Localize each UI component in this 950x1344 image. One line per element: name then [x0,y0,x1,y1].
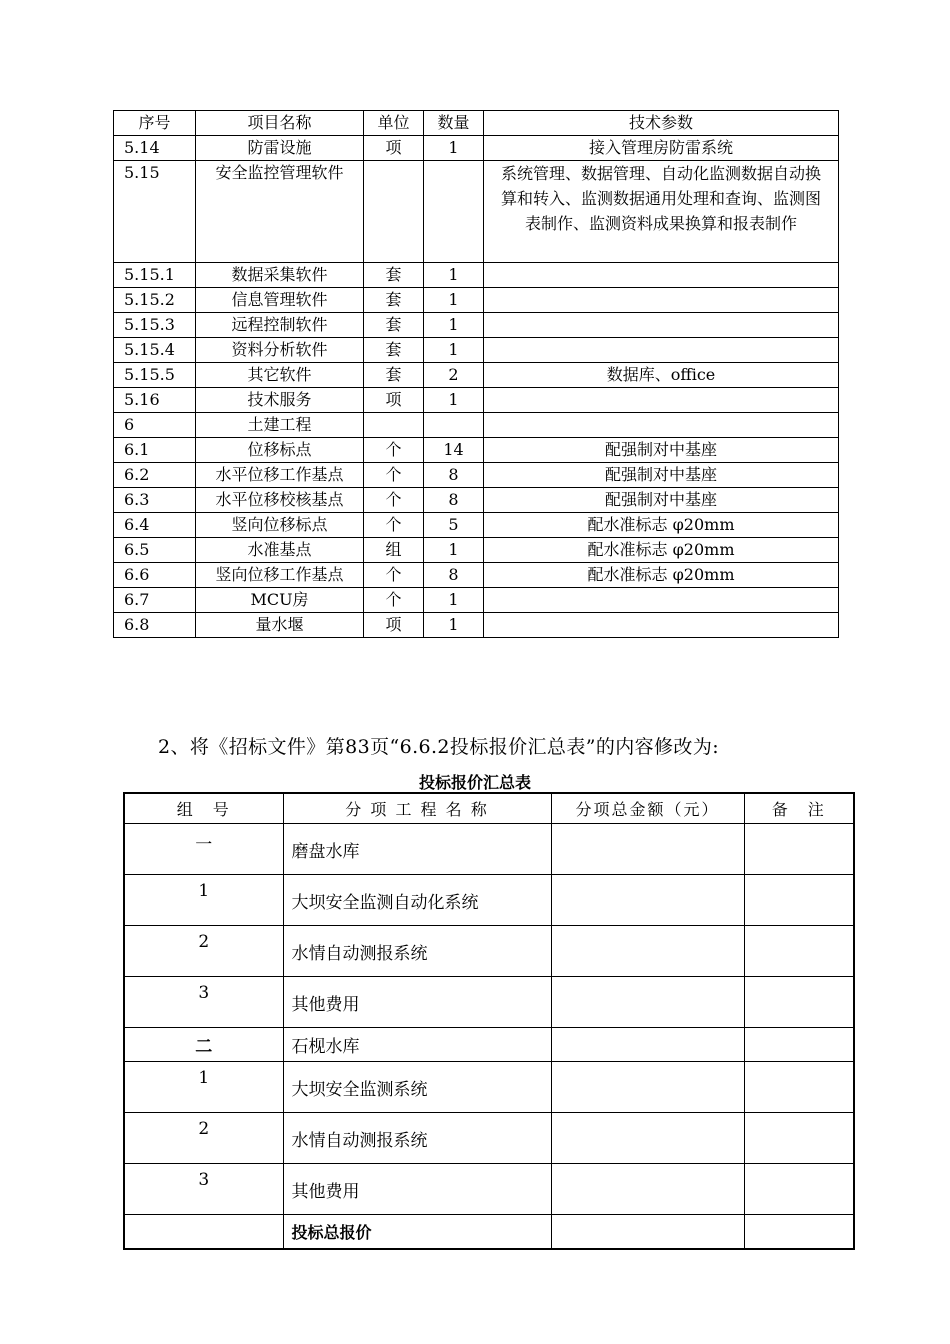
cell-no: 6.8 [114,613,196,638]
table-row [124,1028,854,1062]
cell-remarks [744,1062,854,1113]
header-name: 项目名称 [196,111,364,136]
cell-amount [551,977,744,1028]
cell-spec: 配水准标志 φ20mm [484,563,839,588]
cell-qty: 8 [424,463,484,488]
cell-no: 5.15.1 [114,263,196,288]
cell-item-name: 大坝安全监测系统 [283,1062,551,1113]
header-amount: 分项总金额（元） [551,793,744,824]
cell-unit: 套 [364,338,424,363]
cell-unit: 套 [364,313,424,338]
table-row [114,588,839,613]
cell-unit [364,161,424,263]
cell-name: 资料分析软件 [196,338,364,363]
cell-group [124,1215,283,1249]
cell-qty [424,161,484,263]
cell-spec [484,313,839,338]
cell-no: 5.14 [114,136,196,161]
cell-no: 6.4 [114,513,196,538]
cell-no: 6.6 [114,563,196,588]
bid-summary-table [123,792,855,1250]
cell-amount [551,1215,744,1249]
table-row [114,388,839,413]
table-row [114,313,839,338]
cell-amount [551,1113,744,1164]
table-row [114,488,839,513]
cell-name: MCU房 [196,588,364,613]
cell-group: 3 [124,1164,283,1215]
table-row [114,136,839,161]
cell-no: 6.7 [114,588,196,613]
cell-qty: 1 [424,538,484,563]
cell-spec: 配强制对中基座 [484,463,839,488]
cell-unit: 组 [364,538,424,563]
cell-unit: 个 [364,588,424,613]
table-row [124,1062,854,1113]
cell-remarks [744,875,854,926]
table-row [114,438,839,463]
cell-qty: 8 [424,563,484,588]
cell-group: 2 [124,926,283,977]
header-remarks: 备 注 [744,793,854,824]
cell-no: 5.16 [114,388,196,413]
cell-no: 6.5 [114,538,196,563]
cell-remarks [744,926,854,977]
cell-amount [551,1028,744,1062]
table-row [114,513,839,538]
cell-spec: 配水准标志 φ20mm [484,538,839,563]
header-no: 序号 [114,111,196,136]
table-row [124,824,854,875]
cell-remarks [744,977,854,1028]
cell-spec: 配强制对中基座 [484,488,839,513]
cell-group: 3 [124,977,283,1028]
cell-name: 信息管理软件 [196,288,364,313]
cell-unit: 套 [364,363,424,388]
cell-no: 6.1 [114,438,196,463]
cell-spec [484,388,839,413]
cell-unit: 套 [364,263,424,288]
table-header-row [114,111,839,136]
table-row [114,161,839,263]
cell-spec [484,263,839,288]
cell-qty: 1 [424,288,484,313]
cell-qty: 1 [424,313,484,338]
cell-name: 数据采集软件 [196,263,364,288]
cell-name: 量水堰 [196,613,364,638]
cell-name: 其它软件 [196,363,364,388]
cell-name: 竖向位移标点 [196,513,364,538]
cell-unit: 套 [364,288,424,313]
cell-unit: 项 [364,613,424,638]
cell-no: 5.15.4 [114,338,196,363]
cell-total-label: 投标总报价 [283,1215,551,1249]
table-row [114,363,839,388]
cell-name: 土建工程 [196,413,364,438]
cell-unit: 项 [364,136,424,161]
cell-spec [484,338,839,363]
cell-name: 水准基点 [196,538,364,563]
cell-group: 一 [124,824,283,875]
table-row [114,563,839,588]
cell-unit: 个 [364,463,424,488]
table-row [124,875,854,926]
table-row [124,1113,854,1164]
cell-unit: 项 [364,388,424,413]
cell-spec [484,588,839,613]
cell-qty: 8 [424,488,484,513]
cell-qty [424,413,484,438]
summary-table-title: 投标报价汇总表 [418,773,531,792]
cell-unit [364,413,424,438]
cell-qty: 1 [424,588,484,613]
header-qty: 数量 [424,111,484,136]
cell-remarks [744,824,854,875]
cell-item-name: 水情自动测报系统 [283,1113,551,1164]
header-group: 组 号 [124,793,283,824]
cell-item-name: 水情自动测报系统 [283,926,551,977]
cell-group: 2 [124,1113,283,1164]
header-item-name: 分 项 工 程 名 称 [283,793,551,824]
cell-name: 技术服务 [196,388,364,413]
cell-amount [551,875,744,926]
cell-qty: 1 [424,136,484,161]
cell-qty: 1 [424,613,484,638]
equipment-table [113,110,839,638]
table-row [114,463,839,488]
cell-no: 6.2 [114,463,196,488]
cell-unit: 个 [364,563,424,588]
cell-no: 6.3 [114,488,196,513]
cell-item-name: 磨盘水库 [283,824,551,875]
cell-no: 5.15.3 [114,313,196,338]
cell-no: 5.15.5 [114,363,196,388]
cell-name: 安全监控管理软件 [196,161,364,263]
cell-unit: 个 [364,488,424,513]
cell-spec: 配强制对中基座 [484,438,839,463]
table-row [114,288,839,313]
cell-qty: 1 [424,388,484,413]
cell-unit: 个 [364,438,424,463]
cell-no: 5.15 [114,161,196,263]
table-row [124,977,854,1028]
cell-spec [484,288,839,313]
cell-spec: 接入管理房防雷系统 [484,136,839,161]
cell-amount [551,1164,744,1215]
cell-name: 防雷设施 [196,136,364,161]
cell-name: 竖向位移工作基点 [196,563,364,588]
table-row [114,338,839,363]
cell-no: 5.15.2 [114,288,196,313]
cell-unit: 个 [364,513,424,538]
table-row [114,413,839,438]
cell-item-name: 其他费用 [283,1164,551,1215]
table-row [124,1215,854,1249]
cell-amount [551,1062,744,1113]
cell-qty: 1 [424,338,484,363]
table-row [114,263,839,288]
table-row [124,926,854,977]
cell-amount [551,824,744,875]
cell-remarks [744,1028,854,1062]
cell-spec: 配水准标志 φ20mm [484,513,839,538]
cell-item-name: 石枧水库 [283,1028,551,1062]
cell-spec: 数据库、office [484,363,839,388]
cell-remarks [744,1113,854,1164]
cell-spec: 系统管理、数据管理、自动化监测数据自动换算和转入、监测数据通用处理和查询、监测图表制作、监测资料成果换算和报表制作 [484,161,839,263]
cell-amount [551,926,744,977]
cell-qty: 1 [424,263,484,288]
cell-qty: 14 [424,438,484,463]
table-row [114,613,839,638]
amendment-paragraph: 2、将《招标文件》第83页“6.6.2投标报价汇总表”的内容修改为: [158,736,720,758]
cell-name: 位移标点 [196,438,364,463]
cell-name: 远程控制软件 [196,313,364,338]
table-row [124,1164,854,1215]
cell-remarks [744,1164,854,1215]
table-header-row [124,793,854,824]
cell-name: 水平位移校核基点 [196,488,364,513]
cell-spec [484,613,839,638]
cell-group: 1 [124,1062,283,1113]
cell-item-name: 其他费用 [283,977,551,1028]
cell-name: 水平位移工作基点 [196,463,364,488]
header-spec: 技术参数 [484,111,839,136]
cell-spec [484,413,839,438]
cell-qty: 5 [424,513,484,538]
cell-item-name: 大坝安全监测自动化系统 [283,875,551,926]
cell-group: 1 [124,875,283,926]
header-unit: 单位 [364,111,424,136]
cell-group: 二 [124,1028,283,1062]
cell-qty: 2 [424,363,484,388]
cell-no: 6 [114,413,196,438]
cell-remarks [744,1215,854,1249]
table-row [114,538,839,563]
